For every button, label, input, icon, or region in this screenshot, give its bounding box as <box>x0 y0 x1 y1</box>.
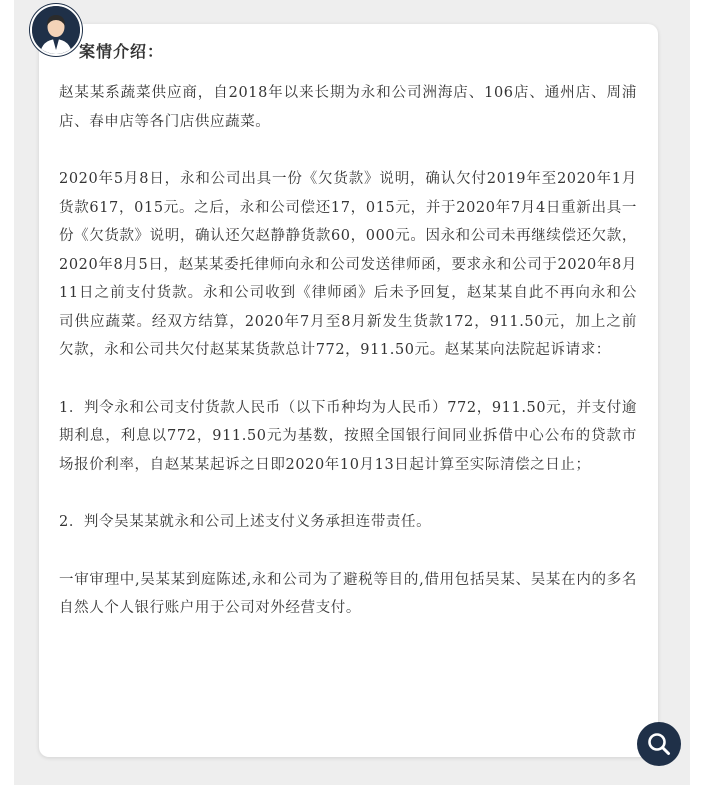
paragraph-claim-1: 1．判令永和公司支付货款人民币（以下币种均为人民币）772，911.50元，并支付逾期利息，利息以772，911.50元为基数，按照全国银行间同业拆借中心公布的贷款市场报价利率，自赵某某起诉之日即2020年10月13日起计算至实际清偿之日止； <box>59 399 637 473</box>
search-icon <box>646 731 672 757</box>
case-content <box>59 79 637 623</box>
paragraph-facts: 2020年5月8日，永和公司出具一份《欠货款》说明，确认欠付2019年至2020年1月货款617，015元。之后，永和公司偿还17，015元，并于2020年7月4日重新出具一份《欠货款》说明，确认还欠赵静静货款60，000元。因永和公司未再继续偿还欠款，2020年8月5日，赵某某委托律师向永和公司发送律师函，要求永和公司于2020年8月11日之前支付货款。永和公司收到《律师函》后未予回复，赵某某自此不再向永和公司供应蔬菜。经双方结算，2020年7月至8月新发生货款172，911.50元，加上之前欠款，永和公司共欠付赵某某货款总计772，911.50元。赵某某向法院起诉请求： <box>59 171 637 358</box>
search-button[interactable] <box>637 722 681 766</box>
paragraph-claim-2: 2．判令吴某某就永和公司上述支付义务承担连带责任。 <box>59 514 432 530</box>
paragraph-intro: 赵某某系蔬菜供应商，自2018年以来长期为永和公司洲海店、106店、通州店、周浦店、春申店等各门店供应蔬菜。 <box>59 85 637 130</box>
paragraph-trial: 一审审理中,吴某某到庭陈述,永和公司为了避税等目的,借用包括吴某、吴某在内的多名自然人个人银行账户用于公司对外经营支付。 <box>59 571 637 616</box>
person-avatar-icon <box>30 4 82 56</box>
section-title: 案情介绍： <box>79 42 165 61</box>
